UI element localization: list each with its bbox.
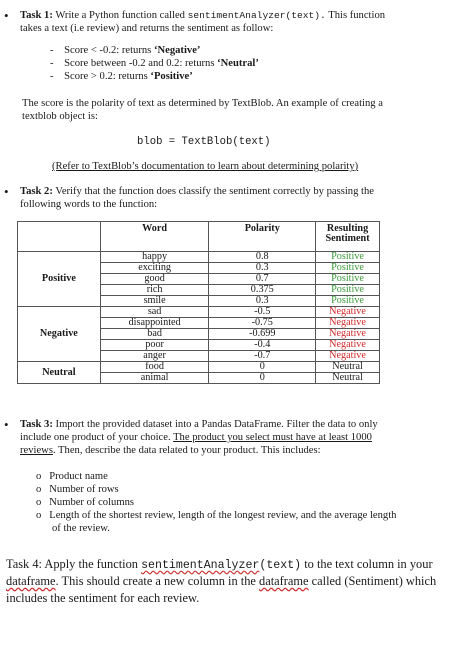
group-label-positive: Positive bbox=[18, 252, 101, 307]
header-word: Word bbox=[100, 222, 209, 252]
word-cell: food bbox=[100, 362, 209, 373]
task4-function-code: sentimentAnalyzer bbox=[141, 559, 260, 572]
word-cell: sad bbox=[100, 307, 209, 318]
table-row bbox=[18, 362, 380, 373]
sentiment-cell: Positive bbox=[316, 252, 380, 263]
task1-note-line2: textblob object is: bbox=[22, 111, 98, 122]
task3-line3: reviews. Then, describe the data related to your product. This includes: bbox=[20, 445, 321, 456]
group-label-negative: Negative bbox=[18, 307, 101, 362]
header-polarity: Polarity bbox=[209, 222, 316, 252]
task3-bullet: • bbox=[4, 417, 9, 432]
polarity-cell: -0.5 bbox=[209, 307, 316, 318]
group-label-neutral: Neutral bbox=[18, 362, 101, 384]
sentiment-cell: Positive bbox=[316, 274, 380, 285]
polarity-cell: -0.4 bbox=[209, 340, 316, 351]
circle-bullet-icon: o bbox=[36, 497, 42, 508]
sentiment-cell: Negative bbox=[316, 340, 380, 351]
circle-bullet-icon: o bbox=[36, 510, 42, 521]
polarity-cell: -0.699 bbox=[209, 329, 316, 340]
task1-function-code: sentimentAnalyzer(text). bbox=[187, 10, 326, 21]
word-cell: animal bbox=[100, 373, 209, 384]
sentiment-cell: Neutral bbox=[316, 373, 380, 384]
textblob-docs-link[interactable]: (Refer to TextBlob’s documentation to learn about determining polarity) bbox=[52, 161, 359, 172]
polarity-cell: 0.7 bbox=[209, 274, 316, 285]
task3-title: Task 3: bbox=[20, 419, 53, 430]
task2-bullet: • bbox=[4, 184, 9, 199]
task3-line2: include one product of your choice. The product you select must have at least 1000 bbox=[20, 432, 372, 443]
task3-line1: Task 3: Import the provided dataset into a Pandas DataFrame. Filter the data to only bbox=[20, 419, 378, 430]
polarity-cell: 0 bbox=[209, 373, 316, 384]
task1-rule-2: - Score between -0.2 and 0.2: returns ‘Neutral’ bbox=[50, 58, 259, 69]
polarity-cell: -0.7 bbox=[209, 351, 316, 362]
sentiment-table bbox=[17, 221, 380, 384]
word-cell: poor bbox=[100, 340, 209, 351]
task3-item-lengths: o Length of the shortest review, length of the longest review, and the average length bbox=[36, 510, 397, 521]
polarity-cell: 0.3 bbox=[209, 263, 316, 274]
header-group bbox=[18, 222, 101, 252]
task2-line1: Task 2: Verify that the function does classify the sentiment correctly by passing the bbox=[20, 186, 374, 197]
task4-line1: Task 4: Apply the function sentimentAnalyzer(text) to the text column in your bbox=[6, 557, 433, 572]
table-row bbox=[18, 252, 380, 263]
polarity-cell: 0.375 bbox=[209, 285, 316, 296]
task3-item-columns: o Number of columns bbox=[36, 497, 134, 508]
word-cell: anger bbox=[100, 351, 209, 362]
word-cell: bad bbox=[100, 329, 209, 340]
polarity-cell: 0.3 bbox=[209, 296, 316, 307]
task4-line3: includes the sentiment for each review. bbox=[6, 591, 200, 605]
task3-item-lengths-cont: of the review. bbox=[52, 523, 110, 534]
sentiment-cell: Positive bbox=[316, 263, 380, 274]
task3-item-product-name: o Product name bbox=[36, 471, 108, 482]
task3-item-rows: o Number of rows bbox=[36, 484, 119, 495]
polarity-cell: 0 bbox=[209, 362, 316, 373]
task1-note-line1: The score is the polarity of text as determined by TextBlob. An example of creating a bbox=[22, 98, 383, 109]
circle-bullet-icon: o bbox=[36, 484, 42, 495]
word-cell: happy bbox=[100, 252, 209, 263]
sentiment-cell: Negative bbox=[316, 329, 380, 340]
task1-rule-3: - Score > 0.2: returns ‘Positive’ bbox=[50, 71, 193, 82]
sentiment-cell: Positive bbox=[316, 296, 380, 307]
task1-line1: Task 1: Write a Python function called sentimentAnalyzer(text). This function bbox=[20, 10, 386, 21]
sentiment-cell: Negative bbox=[316, 307, 380, 318]
word-cell: good bbox=[100, 274, 209, 285]
polarity-cell: -0.75 bbox=[209, 318, 316, 329]
code-example: blob = TextBlob(text) bbox=[137, 136, 271, 148]
header-resulting-sentiment: Resulting Sentiment bbox=[316, 222, 380, 252]
circle-bullet-icon: o bbox=[36, 471, 42, 482]
sentiment-cell: Neutral bbox=[316, 362, 380, 373]
task1-title: Task 1: bbox=[20, 10, 53, 21]
task2-title: Task 2: bbox=[20, 186, 53, 197]
word-cell: rich bbox=[100, 285, 209, 296]
word-cell: disappointed bbox=[100, 318, 209, 329]
task1-rule-1: - Score < -0.2: returns ‘Negative’ bbox=[50, 45, 201, 56]
sentiment-cell: Negative bbox=[316, 351, 380, 362]
sentiment-cell: Positive bbox=[316, 285, 380, 296]
table-row bbox=[18, 307, 380, 318]
task1-bullet: • bbox=[4, 8, 9, 23]
table-header-row bbox=[18, 222, 380, 252]
task2-line2: following words to the function: bbox=[20, 199, 158, 210]
word-cell: exciting bbox=[100, 263, 209, 274]
sentiment-cell: Negative bbox=[316, 318, 380, 329]
task4-line2: dataframe. This should create a new column in the dataframe called (Sentiment) which bbox=[6, 574, 437, 588]
task1-line2: takes a text (i.e review) and returns the sentiment as follow: bbox=[20, 23, 274, 34]
word-cell: smile bbox=[100, 296, 209, 307]
polarity-cell: 0.8 bbox=[209, 252, 316, 263]
